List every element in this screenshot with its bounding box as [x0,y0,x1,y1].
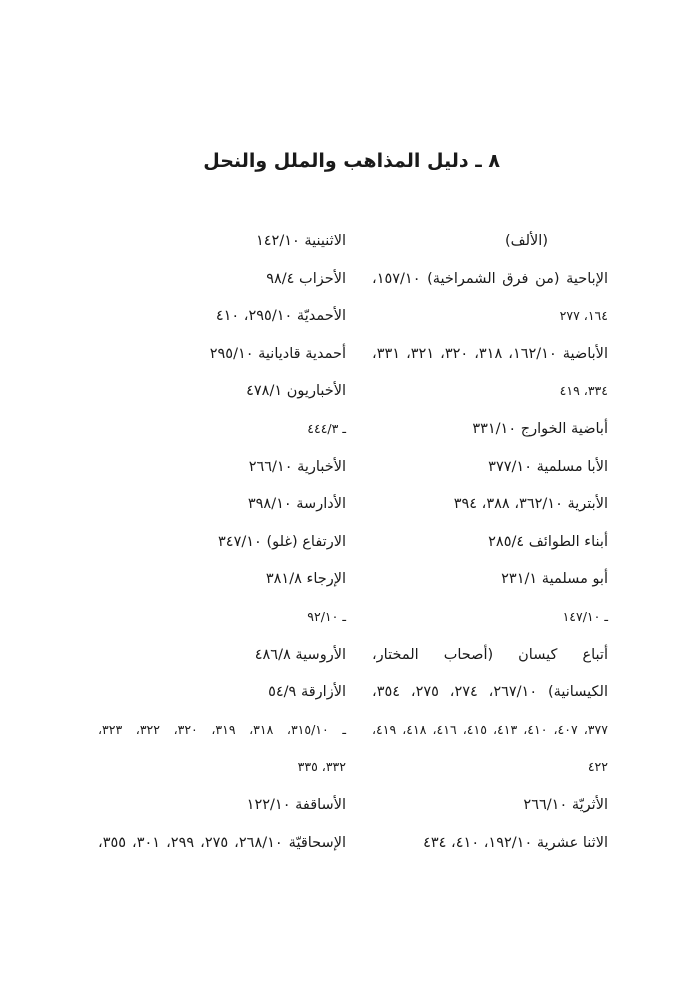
index-column-right [372,228,608,867]
index-entry: الإرجاء ٣٨١/٨ [265,571,346,588]
index-entry: الأخباريون ٤٧٨/١ [246,383,346,400]
index-entry: الأروسية ٤٨٦/٨ [254,646,346,663]
index-entry: أبناء الطوائف ٢٨٥/٤ [488,533,608,550]
index-entry: الاثنينية ١٤٢/١٠ [255,233,346,249]
index-entry: الأباضية ١٦٢/١٠، ٣١٨، ٣٢٠، ٣٢١، ٣٣١، [372,345,608,362]
index-entry: أباضية الخوارج ٣٣١/١٠ [472,420,608,437]
index-entry: أبو مسلمية ٢٣١/١ [501,571,608,588]
index-entry: الارتفاع (غلو) ٣٤٧/١٠ [218,533,346,550]
index-entry: الإباحية (من فرق الشمراخية) ١٥٧/١٠، [372,270,608,287]
index-entry-continuation: ـ ١٤٧/١٠ [562,608,608,624]
index-entry-continuation: ـ ٩٢/١٠ [307,608,346,624]
index-entry-continuation: ٣٣٢، ٣٣٥ [297,759,346,775]
index-entry-continuation: ١٦٤، ٢٧٧ [559,308,608,324]
index-entry: الأخبارية ٢٦٦/١٠ [248,458,346,475]
index-entry: أحمدية قاديانية ٢٩٥/١٠ [209,345,346,362]
index-entry-continuation: ـ ٣١٥/١٠، ٣١٨، ٣١٩، ٣٢٠، ٣٢٢، ٣٢٣، [98,721,346,737]
index-entry-continuation: ٣٣٤، ٤١٩ [559,383,608,399]
index-entry: الأبترية ٣٦٢/١٠، ٣٨٨، ٣٩٤ [453,496,608,513]
index-entry: الأحزاب ٩٨/٤ [266,270,346,287]
index-entry-continuation: الكيسانية) ٢٦٧/١٠، ٢٧٤، ٢٧٥، ٣٥٤، [372,684,608,701]
index-entry-continuation: ـ ٤٤٤/٣ [307,420,346,436]
index-entry: الأزارقة ٥٤/٩ [268,684,346,701]
section-heading-alif: (الألف) [504,233,548,249]
index-entry: الأبا مسلمية ٣٧٧/١٠ [488,458,608,475]
index-entry: الأدارسة ٣٩٨/١٠ [247,496,346,513]
index-entry: الإسحاقيّة ٢٦٨/١٠، ٢٧٥، ٢٩٩، ٣٠١، ٣٥٥، [98,834,346,851]
index-entry: الأساقفة ١٢٢/١٠ [246,796,346,813]
index-entry: أتباع كيسان (أصحاب المختار، [372,646,608,663]
index-entry: الأثريّة ٢٦٦/١٠ [523,796,608,813]
index-column-left [98,228,346,867]
index-entry: الاثنا عشرية ١٩٢/١٠، ٤١٠، ٤٣٤ [423,834,608,851]
page-title: ٨ ـ دليل المذاهب والملل والنحل [203,150,500,172]
index-entry-continuation: ٣٧٧، ٤٠٧، ٤١٠، ٤١٣، ٤١٥، ٤١٦، ٤١٨، ٤١٩، [372,721,608,737]
index-entry: الأحمديّة ٢٩٥/١٠، ٤١٠ [215,308,346,325]
index-entry-continuation: ٤٢٢ [587,759,608,775]
